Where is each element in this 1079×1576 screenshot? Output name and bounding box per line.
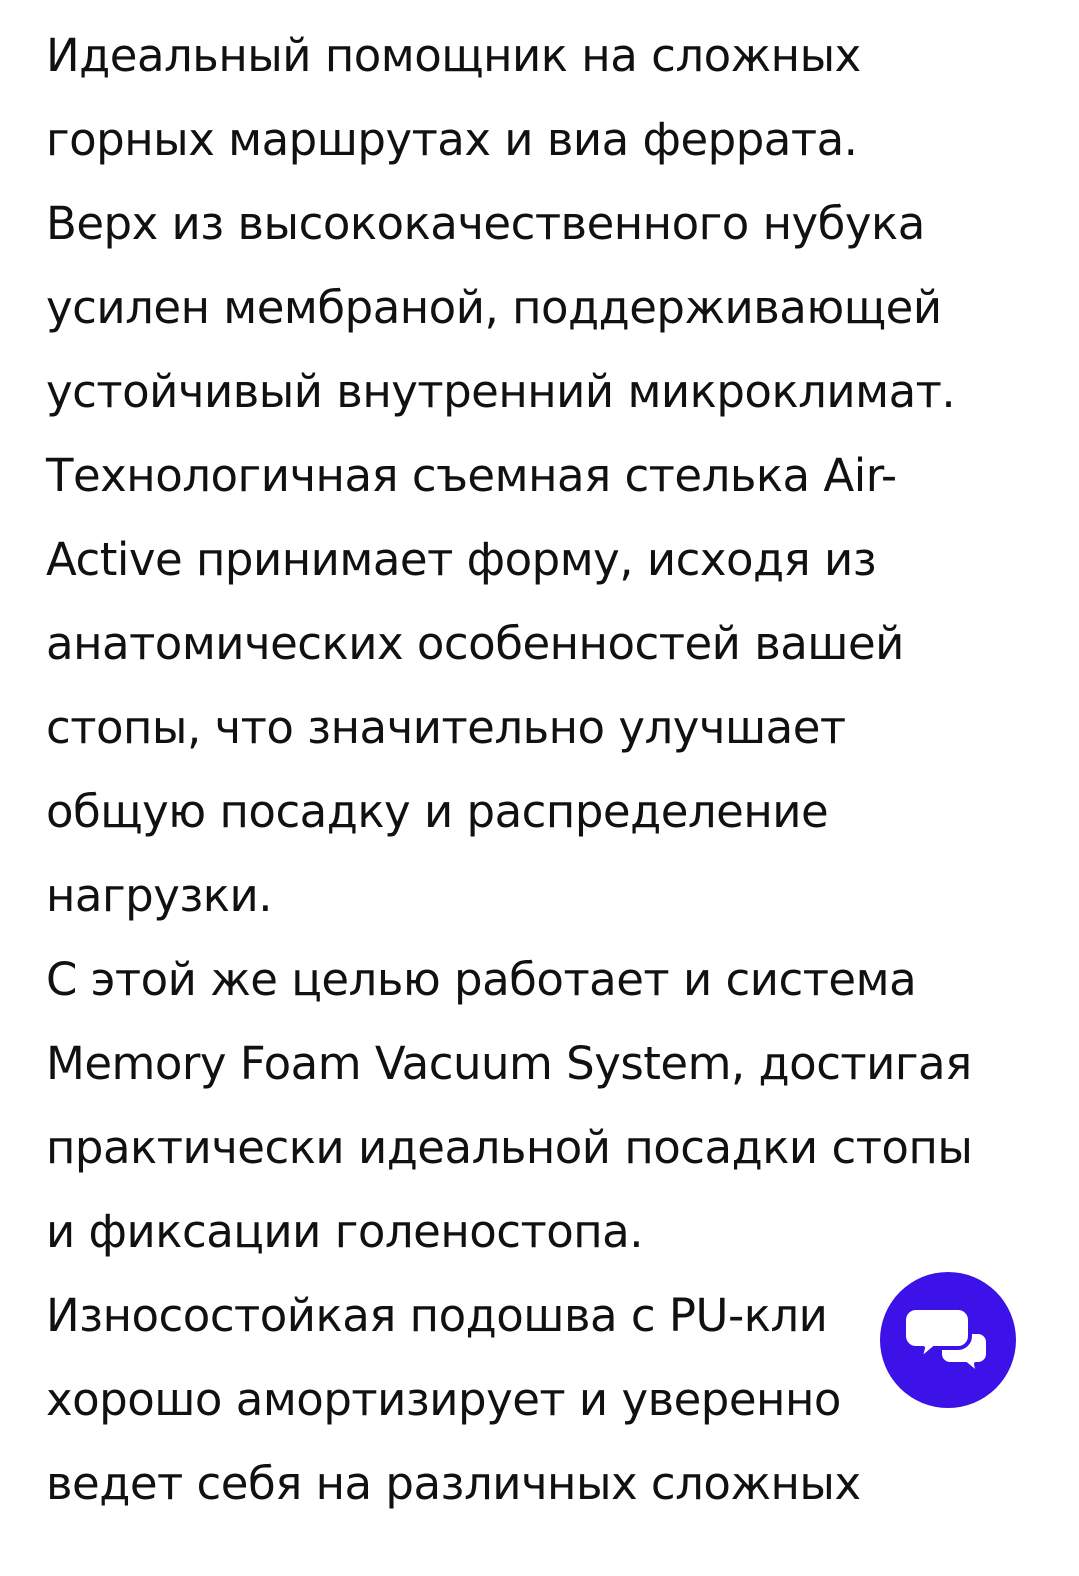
description-line: нагрузки. bbox=[46, 869, 272, 922]
description-line: устойчивый внутренний микроклимат. bbox=[46, 365, 956, 418]
description-line: Износостойкая подошва с PU-кли bbox=[46, 1289, 828, 1342]
description-line: хорошо амортизирует и уверенно bbox=[46, 1373, 841, 1426]
description-line: горных маршрутах и виа феррата. bbox=[46, 113, 858, 166]
description-line: усилен мембраной, поддерживающей bbox=[46, 281, 942, 334]
description-line: ведет себя на различных сложных bbox=[46, 1457, 861, 1510]
description-line: практически идеальной посадки стопы bbox=[46, 1121, 973, 1174]
description-line: Memory Foam Vacuum System, достигая bbox=[46, 1037, 972, 1090]
description-line: Технологичная съемная стелька Air- bbox=[46, 449, 897, 502]
description-line: стопы, что значительно улучшает bbox=[46, 701, 846, 754]
description-line: Верх из высококачественного нубука bbox=[46, 197, 925, 250]
description-line: Active принимает форму, исходя из bbox=[46, 533, 877, 586]
description-line: и фиксации голеностопа. bbox=[46, 1205, 644, 1258]
description-line: Идеальный помощник на сложных bbox=[46, 29, 861, 82]
description-line: С этой же целью работает и система bbox=[46, 953, 917, 1006]
chat-bubbles-icon bbox=[900, 1292, 996, 1388]
description-line: анатомических особенностей вашей bbox=[46, 617, 904, 670]
chat-button[interactable] bbox=[880, 1272, 1016, 1408]
description-line: общую посадку и распределение bbox=[46, 785, 829, 838]
